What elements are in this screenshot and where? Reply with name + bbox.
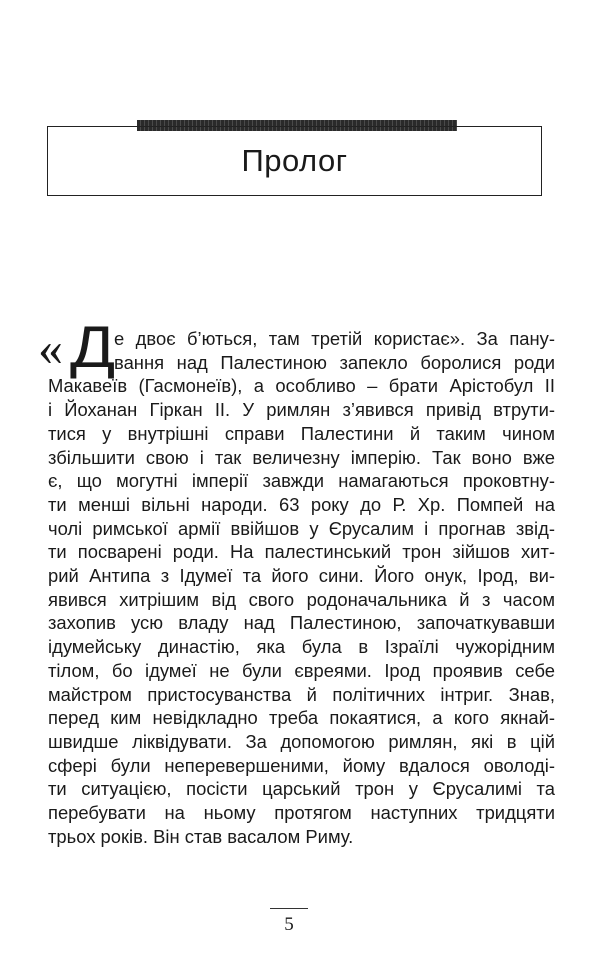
text-line: вання над Палестиною запекло боролися роди bbox=[114, 351, 555, 373]
text-line: швидше ліквідувати. За допомогою римлян, які в цій bbox=[48, 730, 555, 752]
text-line: Макавеїв (Гасмонеїв), а особливо – брати Арістобул ІІ bbox=[48, 375, 555, 397]
chapter-title: Пролог bbox=[241, 143, 348, 178]
text-line: ти посварені роди. На палестинський трон зійшов хит- bbox=[48, 541, 555, 563]
text-line: перебувати на ньому протягом наступних тридцяти bbox=[48, 802, 555, 823]
drop-cap-letter: Д bbox=[70, 315, 116, 380]
opening-quote-mark: « bbox=[38, 320, 63, 376]
text-line: чолі римської армії ввійшов у Єрусалим і прогнав звід- bbox=[48, 517, 555, 539]
text-line: ти менші вільні народи. 63 року до Р. Хр. Помпей на bbox=[48, 493, 555, 515]
text-line: збільшити свою і так величезну імперію. Так воно вже bbox=[48, 446, 555, 468]
text-line: тися у внутрішні справи Палестини й таким чином bbox=[48, 422, 555, 444]
text-line: захопив усю владу над Палестиною, започаткувавши bbox=[48, 612, 555, 634]
text-line: е двоє б’ються, там третій користає». За пану- bbox=[114, 328, 555, 349]
text-line: сфері були неперевершеними, йому вдалося оволоді- bbox=[48, 754, 555, 776]
text-line: ідумейську династію, яка була в Ізраїлі чужорідним bbox=[48, 636, 555, 658]
text-line: трьох років. Він став васалом Риму. bbox=[48, 825, 354, 847]
text-line: ти ситуацією, посісти царський трон у Єрусалимі та bbox=[48, 778, 555, 800]
text-line: явився хитрішим від свого родоначальника й з часом bbox=[48, 588, 555, 610]
text-line: і Йоханан Гіркан ІІ. У римлян з’явився привід втрути- bbox=[48, 399, 555, 421]
text-line: тілом, бо ідумеї не були євреями. Ірод проявив себе bbox=[48, 659, 555, 681]
text-line: майстром пристосуванства й політичних інтриг. Знав, bbox=[48, 683, 555, 705]
text-line: рий Антипа з Ідумеї та його сини. Його онук, Ірод, ви- bbox=[48, 565, 555, 586]
text-line: перед ким невідкладно треба покаятися, а кого якнай- bbox=[48, 707, 555, 729]
footer-rule bbox=[270, 908, 308, 909]
text-line: є, що могутні імперії завжди намагаються проковтну- bbox=[48, 470, 555, 492]
page-number: 5 bbox=[284, 914, 294, 935]
